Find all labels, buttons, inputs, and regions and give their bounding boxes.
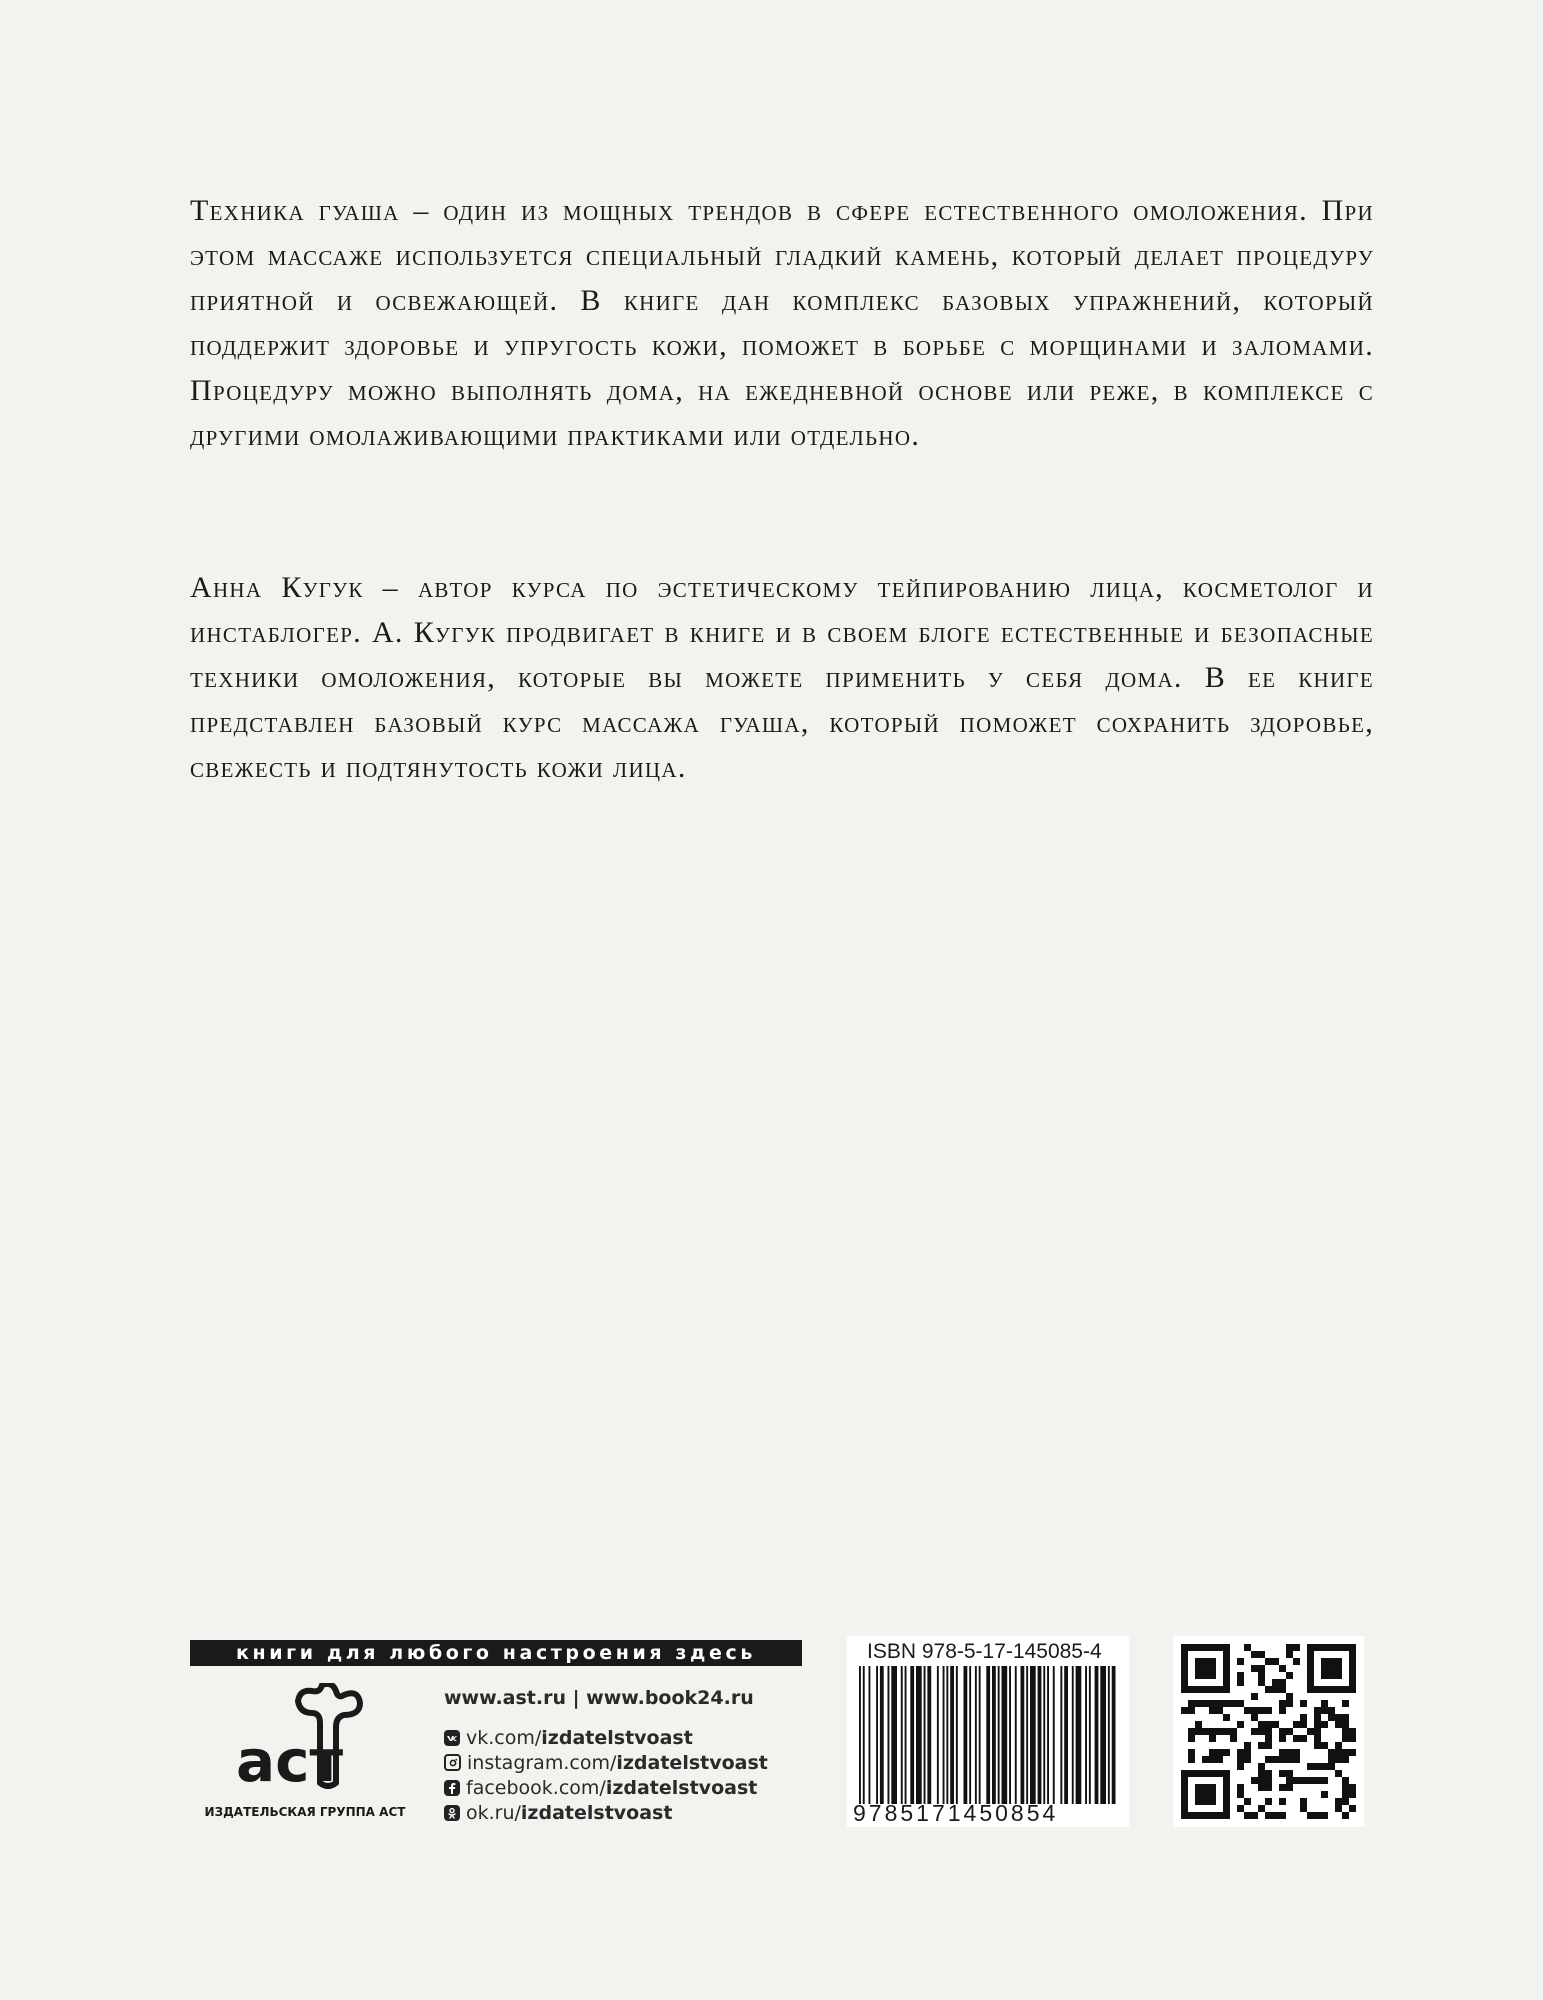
qr-module: [1223, 1728, 1230, 1735]
qr-module: [1321, 1763, 1328, 1770]
qr-module: [1293, 1721, 1300, 1728]
qr-module: [1195, 1784, 1216, 1805]
qr-module: [1328, 1749, 1335, 1756]
qr-module: [1342, 1749, 1349, 1756]
barcode-bar: [1038, 1666, 1042, 1804]
qr-module: [1265, 1770, 1272, 1777]
qr-module: [1349, 1749, 1356, 1756]
barcode-bar: [1095, 1666, 1099, 1804]
barcode-bar: [992, 1666, 996, 1804]
barcode-bar: [880, 1666, 884, 1804]
qr-module: [1286, 1700, 1293, 1707]
qr-module: [1279, 1679, 1286, 1686]
qr-module: [1314, 1707, 1321, 1714]
qr-module: [1314, 1777, 1321, 1784]
qr-module: [1293, 1658, 1300, 1665]
social-link-ok[interactable]: ok.ru/ izdatelstvoast: [444, 1800, 768, 1825]
qr-module: [1293, 1735, 1300, 1742]
barcode-bar: [1053, 1666, 1055, 1804]
qr-module: [1216, 1728, 1223, 1735]
qr-module: [1258, 1665, 1265, 1672]
qr-module: [1349, 1791, 1356, 1798]
qr-module: [1251, 1693, 1258, 1700]
qr-module: [1335, 1770, 1342, 1777]
qr-module: [1314, 1735, 1321, 1742]
qr-module: [1258, 1707, 1265, 1714]
qr-module: [1244, 1644, 1251, 1651]
qr-module: [1216, 1707, 1223, 1714]
qr-module: [1279, 1728, 1286, 1735]
qr-module: [1335, 1749, 1342, 1756]
qr-module: [1342, 1791, 1349, 1798]
qr-module: [1244, 1798, 1251, 1805]
qr-module: [1279, 1665, 1286, 1672]
barcode-bar: [986, 1666, 990, 1804]
barcode-bar: [956, 1666, 958, 1804]
vk-icon: [444, 1730, 460, 1746]
qr-module: [1265, 1658, 1272, 1665]
qr-module: [1188, 1700, 1195, 1707]
qr-module: [1321, 1721, 1328, 1728]
isbn-label: ISBN 978-5-17-145085-4: [867, 1640, 1102, 1663]
qr-module: [1244, 1756, 1251, 1763]
qr-module: [1314, 1763, 1321, 1770]
barcode-bar: [1112, 1666, 1116, 1804]
qr-module: [1209, 1707, 1216, 1714]
qr-code-icon[interactable]: [1173, 1636, 1364, 1827]
barcode-bar: [1047, 1666, 1049, 1804]
qr-module: [1279, 1756, 1286, 1763]
barcode-bar: [1089, 1666, 1091, 1804]
qr-module: [1244, 1742, 1251, 1749]
qr-module: [1286, 1784, 1293, 1791]
barcode-bar: [876, 1666, 878, 1804]
qr-module: [1279, 1784, 1286, 1791]
barcode-bar: [964, 1666, 968, 1804]
qr-module: [1342, 1700, 1349, 1707]
qr-module: [1258, 1679, 1265, 1686]
barcode-bar: [969, 1666, 971, 1804]
barcode-digits: 9785171450854: [853, 1800, 1059, 1826]
qr-module: [1335, 1714, 1342, 1721]
barcode-bar: [859, 1666, 861, 1804]
qr-module: [1293, 1777, 1300, 1784]
barcode-bar: [1015, 1666, 1017, 1804]
qr-module: [1195, 1658, 1216, 1679]
qr-module: [1251, 1714, 1258, 1721]
qr-module: [1314, 1721, 1321, 1728]
qr-module: [1328, 1763, 1335, 1770]
qr-module: [1188, 1749, 1195, 1756]
instagram-icon: [444, 1754, 461, 1771]
barcode-bar: [901, 1666, 903, 1804]
qr-module: [1265, 1812, 1272, 1819]
barcode-bar: [1108, 1666, 1110, 1804]
qr-module: [1265, 1728, 1272, 1735]
qr-module: [1300, 1805, 1307, 1812]
qr-module: [1349, 1735, 1356, 1742]
qr-module: [1258, 1651, 1265, 1658]
publisher-caption: ИЗДАТЕЛЬСКАЯ ГРУППА АСТ: [204, 1805, 406, 1819]
barcode-bar: [1002, 1666, 1008, 1804]
qr-module: [1237, 1658, 1244, 1665]
qr-module: [1328, 1707, 1335, 1714]
qr-module: [1314, 1742, 1321, 1749]
qr-module: [1244, 1707, 1251, 1714]
qr-module: [1307, 1728, 1314, 1735]
qr-module: [1349, 1784, 1356, 1791]
qr-module: [1286, 1777, 1293, 1784]
qr-module: [1300, 1721, 1307, 1728]
qr-module: [1279, 1700, 1286, 1707]
qr-module: [1251, 1728, 1258, 1735]
qr-module: [1265, 1756, 1272, 1763]
qr-module: [1342, 1714, 1349, 1721]
barcode-bar: [888, 1666, 890, 1804]
odnoklassniki-icon: [444, 1805, 460, 1821]
qr-module: [1328, 1756, 1335, 1763]
qr-module: [1237, 1749, 1244, 1756]
barcode-bar: [943, 1666, 945, 1804]
qr-module: [1223, 1714, 1230, 1721]
ast-logo: [232, 1683, 370, 1798]
qr-module: [1349, 1728, 1356, 1735]
qr-module: [1258, 1805, 1265, 1812]
qr-module: [1314, 1714, 1321, 1721]
qr-module: [1307, 1763, 1314, 1770]
qr-module: [1251, 1707, 1258, 1714]
qr-module: [1258, 1728, 1265, 1735]
facebook-icon: [444, 1780, 460, 1796]
qr-module: [1335, 1805, 1342, 1812]
publisher-websites[interactable]: www.ast.ru | www.book24.ru: [444, 1687, 754, 1709]
isbn-barcode: [847, 1636, 1129, 1827]
qr-module: [1328, 1714, 1335, 1721]
qr-module: [1265, 1798, 1272, 1805]
barcode-bar: [910, 1666, 914, 1804]
qr-module: [1216, 1756, 1223, 1763]
barcode-bar: [1060, 1666, 1062, 1804]
qr-module: [1279, 1749, 1286, 1756]
barcode-bar: [1030, 1666, 1036, 1804]
qr-module: [1181, 1707, 1188, 1714]
qr-module: [1265, 1721, 1272, 1728]
qr-module: [1300, 1735, 1307, 1742]
qr-module: [1342, 1721, 1349, 1728]
qr-module: [1195, 1728, 1202, 1735]
social-link-facebook[interactable]: facebook.com/ izdatelstvoast: [444, 1775, 768, 1800]
social-link-instagram[interactable]: instagram.com/ izdatelstvoast: [444, 1750, 768, 1775]
barcode-bar: [863, 1666, 865, 1804]
qr-module: [1321, 1777, 1328, 1784]
barcode-bar: [916, 1666, 922, 1804]
qr-module: [1286, 1644, 1293, 1651]
barcode-bar: [1021, 1666, 1025, 1804]
qr-module: [1272, 1721, 1279, 1728]
qr-module: [1321, 1812, 1328, 1819]
qr-module: [1286, 1749, 1293, 1756]
barcode-bar: [1100, 1666, 1106, 1804]
qr-module: [1244, 1749, 1251, 1756]
barcode-bar: [869, 1666, 871, 1804]
qr-module: [1251, 1665, 1258, 1672]
barcode-bar: [979, 1666, 981, 1804]
qr-module: [1237, 1791, 1244, 1798]
barcode-bar: [1026, 1666, 1028, 1804]
qr-module: [1223, 1700, 1230, 1707]
qr-module: [1188, 1728, 1195, 1735]
qr-module: [1258, 1721, 1265, 1728]
qr-module: [1237, 1756, 1244, 1763]
barcode-bar: [1072, 1666, 1074, 1804]
barcode-bar: [950, 1666, 954, 1804]
barcode-bar: [924, 1666, 926, 1804]
barcode-bar: [937, 1666, 939, 1804]
qr-module: [1258, 1770, 1265, 1777]
qr-module: [1188, 1756, 1195, 1763]
qr-module: [1342, 1784, 1349, 1791]
qr-module: [1342, 1756, 1349, 1763]
barcode-bar: [975, 1666, 977, 1804]
qr-module: [1342, 1812, 1349, 1819]
qr-module: [1321, 1700, 1328, 1707]
qr-module: [1251, 1777, 1258, 1784]
barcode-bar: [1085, 1666, 1087, 1804]
author-paragraph: Анна Кугук – автор курса по эстетическому тейпированию лица, косметолог и инстаблогер. А. Кугук продвигает в книге и в своем блоге естественные и безопасные техники омоложения, которые вы можете применить у себя дома. В ее книге представлен базовый курс массажа гуаша, который поможет сохранить здоровье, свежесть и подтянутость кожи лица.: [190, 571, 1374, 784]
barcode-bar: [946, 1666, 948, 1804]
barcode-bar: [905, 1666, 907, 1804]
qr-module: [1321, 1707, 1328, 1714]
qr-module: [1258, 1672, 1265, 1679]
barcode-bar: [1064, 1666, 1068, 1804]
qr-module: [1335, 1798, 1342, 1805]
qr-module: [1216, 1700, 1223, 1707]
qr-module: [1300, 1777, 1307, 1784]
qr-module: [1293, 1644, 1300, 1651]
social-link-vk[interactable]: vk.com/ izdatelstvoast: [444, 1725, 768, 1750]
qr-module: [1237, 1784, 1244, 1791]
qr-module: [1202, 1728, 1209, 1735]
qr-module: [1265, 1735, 1272, 1742]
qr-module: [1258, 1763, 1265, 1770]
qr-module: [1286, 1651, 1293, 1658]
qr-module: [1279, 1707, 1286, 1714]
qr-module: [1195, 1700, 1202, 1707]
qr-module: [1286, 1693, 1293, 1700]
qr-module: [1209, 1756, 1216, 1763]
barcode-bar: [1009, 1666, 1011, 1804]
qr-module: [1237, 1672, 1244, 1679]
qr-module: [1258, 1784, 1265, 1791]
qr-module: [1279, 1686, 1286, 1693]
logo-lettering: аст: [236, 1727, 344, 1795]
qr-module: [1300, 1798, 1307, 1805]
qr-module: [1300, 1714, 1307, 1721]
qr-module: [1293, 1749, 1300, 1756]
qr-module: [1279, 1770, 1286, 1777]
qr-module: [1342, 1798, 1349, 1805]
barcode-bar: [927, 1666, 931, 1804]
qr-module: [1279, 1735, 1286, 1742]
qr-module: [1286, 1770, 1293, 1777]
qr-module: [1272, 1756, 1279, 1763]
annotation-paragraph: Техника гуаша – один из мощных трендов в сфере естественного омоложения. При этом массаже используется специальный гладкий камень, который делает процедуру приятной и освежающей. В книге дан комплекс базовых упражнений, который поддержит здоровье и упругость кожи, поможет в борьбе с морщинами и заломами. Процедуру можно выполнять дома, на ежедневной основе или реже, в комплексе с другими омолаживающими практиками или отдельно.: [190, 194, 1374, 452]
barcode-bar: [998, 1666, 1000, 1804]
qr-module: [1342, 1777, 1349, 1784]
qr-module: [1209, 1735, 1216, 1742]
qr-module: [1342, 1735, 1349, 1742]
qr-module: [1202, 1700, 1209, 1707]
qr-module: [1251, 1651, 1258, 1658]
qr-module: [1349, 1805, 1356, 1812]
qr-module: [1321, 1658, 1342, 1679]
barcode-bar: [1076, 1666, 1082, 1804]
qr-module: [1335, 1756, 1342, 1763]
qr-module: [1314, 1728, 1321, 1735]
qr-module: [1265, 1777, 1272, 1784]
qr-module: [1237, 1763, 1244, 1770]
qr-module: [1272, 1658, 1279, 1665]
qr-module: [1321, 1742, 1328, 1749]
qr-module: [1272, 1679, 1279, 1686]
qr-module: [1258, 1742, 1265, 1749]
barcode-bar: [891, 1666, 897, 1804]
qr-module: [1335, 1742, 1342, 1749]
qr-module: [1244, 1812, 1251, 1819]
qr-module: [1188, 1735, 1195, 1742]
qr-module: [1230, 1700, 1237, 1707]
qr-module: [1286, 1728, 1293, 1735]
barcode-bar: [1043, 1666, 1045, 1804]
qr-module: [1237, 1679, 1244, 1686]
qr-module: [1321, 1791, 1328, 1798]
qr-module: [1286, 1672, 1293, 1679]
qr-module: [1279, 1812, 1286, 1819]
qr-module: [1272, 1686, 1279, 1693]
publisher-tagline: книги для любого настроения здесь: [190, 1640, 802, 1666]
qr-module: [1307, 1812, 1314, 1819]
qr-module: [1293, 1756, 1300, 1763]
qr-module: [1258, 1777, 1265, 1784]
qr-module: [1216, 1749, 1223, 1756]
qr-module: [1251, 1812, 1258, 1819]
qr-module: [1265, 1784, 1272, 1791]
social-links: [444, 1725, 768, 1825]
qr-module: [1237, 1700, 1244, 1707]
qr-module: [1314, 1812, 1321, 1819]
qr-module: [1209, 1728, 1216, 1735]
qr-module: [1195, 1721, 1202, 1728]
qr-module: [1265, 1686, 1272, 1693]
qr-module: [1272, 1812, 1279, 1819]
qr-module: [1202, 1756, 1209, 1763]
qr-module: [1230, 1728, 1237, 1735]
qr-module: [1223, 1749, 1230, 1756]
qr-module: [1335, 1721, 1342, 1728]
qr-module: [1265, 1707, 1272, 1714]
qr-module: [1265, 1742, 1272, 1749]
qr-module: [1188, 1707, 1195, 1714]
qr-module: [1237, 1805, 1244, 1812]
qr-module: [1286, 1756, 1293, 1763]
qr-module: [1209, 1700, 1216, 1707]
barcode-bars: [857, 1666, 1119, 1804]
qr-module: [1237, 1721, 1244, 1728]
qr-module: [1342, 1728, 1349, 1735]
qr-module: [1230, 1735, 1237, 1742]
qr-module: [1279, 1798, 1286, 1805]
qr-module: [1209, 1749, 1216, 1756]
qr-module: [1307, 1777, 1314, 1784]
qr-module: [1300, 1700, 1307, 1707]
